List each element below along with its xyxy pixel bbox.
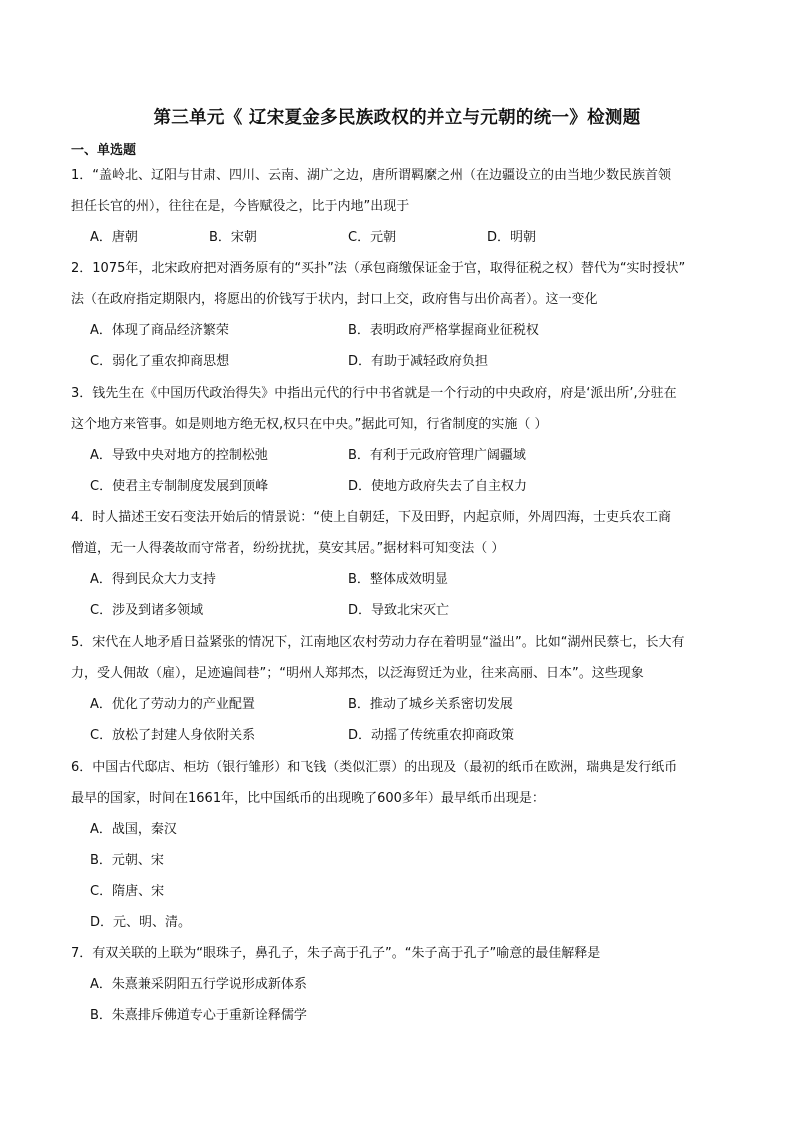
- question-6-line-1: 6．中国古代邸店、柜坊（银行雏形）和飞钱（类似汇票）的出现及（最初的纸币在欧洲，瑞典是发行纸币: [71, 760, 678, 775]
- q4-option-a: A．得到民众大力支持: [90, 572, 216, 587]
- question-5-line-2: 力，受人佣故（雇），足迹遍闾巷”；“明州人郑邦杰，以泛海贸迁为业，往来高丽、日本”。这些现象: [71, 666, 644, 681]
- q5-option-d: D．动摇了传统重农抑商政策: [348, 728, 515, 743]
- q5-option-b: B．推动了城乡关系密切发展: [348, 697, 513, 712]
- q2-option-c: C．弱化了重农抑商思想: [90, 354, 230, 369]
- question-4-line-1: 4．时人描述王安石变法开始后的情景说：“使上自朝廷，下及田野，内起京师，外周四海，士吏兵农工商: [71, 510, 672, 525]
- q4-option-c: C．涉及到诸多领域: [90, 603, 204, 618]
- q3-option-b: B．有利于元政府管理广阔疆域: [348, 448, 526, 463]
- q5-option-c: C．放松了封建人身依附关系: [90, 728, 256, 743]
- q1-option-c: C．元朝: [348, 230, 397, 245]
- q2-option-b: B．表明政府严格掌握商业征税权: [348, 323, 539, 338]
- question-2-line-2: 法（在政府指定期限内，将愿出的价钱写于状内，封口上交，政府售与出价高者）。这一变化: [71, 292, 598, 307]
- question-3-line-1: 3．钱先生在《中国历代政治得失》中指出元代的行中书省就是一个行动的中央政府，府是‘派出所’,分驻在: [71, 386, 677, 401]
- q3-option-a: A．导致中央对地方的控制松弛: [90, 448, 268, 463]
- q7-option-a: A．朱熹兼采阴阳五行学说形成新体系: [90, 977, 307, 992]
- q3-option-d: D．使地方政府失去了自主权力: [348, 479, 528, 494]
- question-7-line-1: 7．有双关联的上联为“眼珠子，鼻孔子，朱子高于孔子”。“朱子高于孔子”喻意的最佳解释是: [71, 946, 601, 961]
- q6-option-b: B．元朝、宋: [90, 853, 164, 868]
- question-1-line-2: 担任长官的州），往往在是，今皆赋役之，比于内地”出现于: [71, 199, 410, 214]
- q5-option-a: A．优化了劳动力的产业配置: [90, 697, 255, 712]
- q6-option-d: D．元、明、清。: [90, 915, 192, 930]
- q6-option-a: A．战国，秦汉: [90, 822, 177, 837]
- question-2-line-1: 2．1075年，北宋政府把对酒务原有的“买扑”法（承包商缴保证金于官，取得征税之权）替代为“实时授状”: [71, 261, 686, 276]
- exam-title: 第三单元《 辽宋夏金多民族政权的并立与元朝的统一》检测题: [153, 108, 641, 128]
- q3-option-c: C．使君主专制制度发展到顶峰: [90, 479, 269, 494]
- question-3-line-2: 这个地方来管事。如是则地方绝无权,权只在中央。”据此可知，行省制度的实施（ ）: [71, 417, 548, 432]
- q1-option-a: A．唐朝: [90, 230, 138, 245]
- q7-option-b: B．朱熹排斥佛道专心于重新诠释儒学: [90, 1008, 307, 1023]
- q2-option-d: D．有助于减轻政府负担: [348, 354, 489, 369]
- q2-option-a: A．体现了商品经济繁荣: [90, 323, 229, 338]
- question-1-line-1: 1．“盖岭北、辽阳与甘肃、四川、云南、湖广之边，唐所谓羁縻之州（在边疆设立的由当地少数民族首领: [71, 168, 672, 183]
- question-5-line-1: 5．宋代在人地矛盾日益紧张的情况下，江南地区农村劳动力存在着明显“溢出”。比如“湖州民蔡七，长大有: [71, 635, 685, 650]
- q1-option-b: B．宋朝: [209, 230, 257, 245]
- question-4-line-2: 僧道，无一人得袭故而守常者，纷纷扰扰，莫安其居。”据材料可知变法（ ）: [71, 541, 505, 556]
- q6-option-c: C．隋唐、宋: [90, 884, 165, 899]
- q4-option-d: D．导致北宋灭亡: [348, 603, 450, 618]
- q4-option-b: B．整体成效明显: [348, 572, 448, 587]
- question-6-line-2: 最早的国家，时间在1661年，比中国纸币的出现晚了600多年）最早纸币出现是：: [71, 791, 545, 806]
- section-heading: 一、单选题: [71, 143, 137, 158]
- q1-option-d: D．明朝: [487, 230, 537, 245]
